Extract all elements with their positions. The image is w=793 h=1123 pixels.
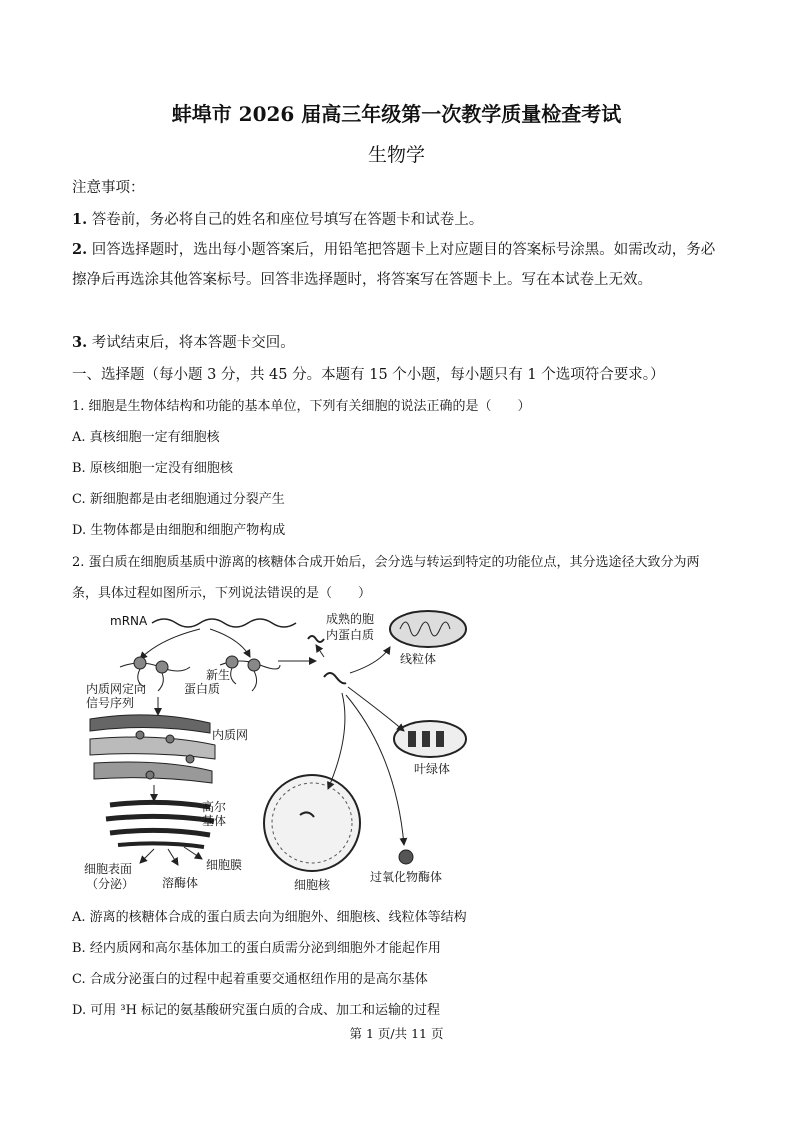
question-2-option-a: A. 游离的核糖体合成的蛋白质去向为细胞外、细胞核、线粒体等结构 (72, 910, 467, 925)
to-mito-arrow (350, 647, 390, 673)
to-membrane-arrow (184, 847, 202, 859)
to-surface-arrow (140, 849, 154, 863)
golgi-label-1: 高尔 (202, 800, 227, 814)
question-1-stem: 1. 细胞是生物体结构和功能的基本单位，下列有关细胞的说法正确的是（ ） (72, 399, 531, 414)
page-number: 第 1 页/共 11 页 (349, 1026, 444, 1041)
notice-item-number: 3. (72, 334, 88, 351)
notice-item-number: 2. (72, 241, 88, 258)
cell-membrane-label: 细胞膜 (206, 858, 243, 872)
mature-protein-label-2: 内蛋白质 (326, 628, 375, 642)
to-nucleus-arrow (328, 693, 345, 789)
protein-sorting-figure (80, 607, 480, 899)
mature-protein-icon (308, 636, 324, 642)
notice-heading: 注意事项： (72, 180, 145, 196)
to-lysosome-arrow (168, 849, 178, 865)
notice-item-3 (72, 333, 295, 353)
question-1-option-c: C. 新细胞都是由老细胞通过分裂产生 (72, 492, 285, 507)
section-heading: 一、选择题（每小题 3 分，共 45 分。本题有 15 个小题，每小题只有 1 个选项符合要求。） (72, 367, 665, 383)
mitochondrion (390, 611, 466, 647)
chloroplast (394, 721, 466, 757)
peroxisome (399, 850, 413, 864)
mrna-arrow-left (140, 629, 200, 659)
question-2-stem: 2. 蛋白质在细胞质基质中游离的核糖体合成开始后，会分选与转运到特定的功能位点，其分选途径大致分为两条，具体过程如图所示，下列说法错误的是（ ） (72, 555, 700, 601)
nascent-protein-label-2: 蛋白质 (184, 682, 221, 696)
mrna-label: mRNA (110, 614, 148, 628)
mrna-strand (152, 619, 296, 627)
golgi-apparatus (106, 802, 214, 847)
nucleus (264, 775, 360, 871)
notice-item-number: 1. (72, 211, 88, 228)
question-1-option-a: A. 真核细胞一定有细胞核 (72, 430, 220, 445)
golgi-label-2: 基体 (202, 814, 227, 828)
protein-folded-icon (324, 673, 346, 683)
question-1-option-b: B. 原核细胞一定没有细胞核 (72, 461, 233, 476)
lysosome-label: 溶酶体 (162, 876, 199, 890)
cell-surface-label-2: （分泌） (86, 877, 135, 891)
question-2-option-c: C. 合成分泌蛋白的过程中起着重要交通枢纽作用的是高尔基体 (72, 972, 428, 987)
cell-surface-label-1: 细胞表面 (84, 862, 133, 876)
to-mature-protein-arrow (316, 645, 324, 657)
mitochondrion-label: 线粒体 (400, 652, 437, 666)
chloroplast-label: 叶绿体 (414, 762, 451, 776)
nascent-protein-label-1: 新生 (206, 668, 231, 682)
notice-item-2 (72, 235, 722, 295)
endoplasmic-reticulum (90, 715, 215, 783)
exam-subject: 生物学 (367, 144, 425, 166)
signal-sequence-label-1: 内质网定向 (86, 682, 147, 696)
notice-item-1 (72, 210, 483, 230)
exam-title: 蚌埠市 2026 届高三年级第一次教学质量检查考试 (171, 102, 622, 126)
notice-item-text: 回答选择题时，选出每小题答案后，用铅笔把答题卡上对应题目的答案标号涂黑。如需改动，务必擦净后再选涂其他答案标号。回答非选择题时，将答案写在答题卡上。写在本试卷上无效。 (72, 242, 716, 288)
question-2-option-d: D. 可用 ³H 标记的氨基酸研究蛋白质的合成、加工和运输的过程 (72, 1003, 441, 1018)
notice-item-text: 答卷前，务必将自己的姓名和座位号填写在答题卡和试卷上。 (91, 212, 484, 228)
mature-protein-label-1: 成熟的胞 (326, 612, 375, 626)
question-1-option-d: D. 生物体都是由细胞和细胞产物构成 (72, 523, 286, 538)
mrna-arrow-right (210, 629, 250, 657)
signal-sequence-label-2: 信号序列 (86, 696, 135, 710)
question-2-option-b: B. 经内质网和高尔基体加工的蛋白质需分泌到细胞外才能起作用 (72, 941, 441, 956)
peroxisome-label: 过氧化物酶体 (370, 870, 443, 884)
notice-item-text: 考试结束后，将本答题卡交回。 (91, 335, 295, 351)
nucleus-label: 细胞核 (294, 878, 331, 892)
er-label: 内质网 (212, 728, 249, 742)
